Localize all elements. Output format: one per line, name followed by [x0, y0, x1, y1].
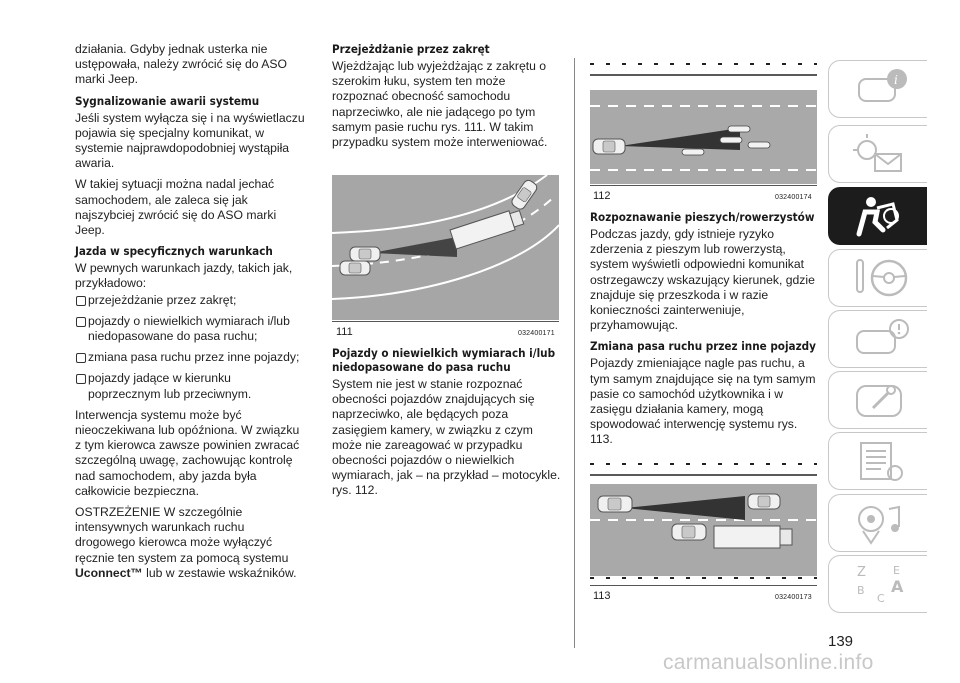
nav-tab-maintenance[interactable] [828, 371, 927, 429]
paragraph-curve: Wjeżdżając lub wyjeżdżając z zakrętu o szerokim łuku, system ten może rozpoznać obecność samochodu naprzeciwko, ale nie jadącego po tym samym pasie ruchu rys. 111. W takim przypadku system może interweniować. [332, 59, 548, 150]
safety-icon [853, 194, 913, 238]
emergency-icon [853, 317, 913, 361]
paragraph-intro: działania. Gdyby jednak usterka nie ustępowała, należy zwrócić się do ASO marki Jeep. [75, 42, 288, 87]
paragraph-small-vehicles: System nie jest w stanie rozpoznać obecności pojazdów znajdujących się naprzeciwko, ale będących poza zasięgiem kamery, w związku z czym może nie zareagować w przypadku obecności pojazdów o niewielkich wymiarach, jak – na przykład – motocykle. rys. 112. [332, 377, 561, 498]
heading-specific-conditions: Jazda w specyficznych warunkach [75, 244, 273, 259]
nav-tab-safety[interactable] [828, 187, 927, 245]
paragraph-failure-advice: W takiej sytuacji można nadal jechać samochodem, ale zaleca się jak najszybciej zwrócić się do ASO marki Jeep. [75, 177, 277, 238]
technical-data-icon [853, 439, 913, 483]
start-drive-icon [853, 256, 913, 300]
figure-112-motorcycles [590, 58, 817, 184]
figure-number: 113 [593, 590, 611, 602]
text-column-right [590, 210, 818, 454]
figure-111-curve [332, 175, 559, 320]
nav-tab-emergency[interactable] [828, 310, 927, 368]
maintenance-icon [853, 378, 913, 422]
watermark[interactable]: carmanualsonline.info [663, 651, 874, 674]
svg-text:E: E [893, 564, 900, 577]
car-info-icon [853, 67, 913, 111]
column-divider [574, 58, 575, 648]
svg-text:Z: Z [857, 565, 866, 580]
text-column-middle [332, 42, 564, 156]
svg-text:C: C [877, 592, 885, 605]
nav-tab-warning-lights[interactable] [828, 125, 927, 183]
lane-change-illustration [590, 458, 817, 584]
nav-tab-index[interactable] [828, 555, 927, 613]
paragraph-failure-signal: Jeśli system wyłącza się i na wyświetlaczu pojawia się specjalny komunikat, w systemie najprawdopodobniej wystąpiła awaria. [75, 110, 305, 171]
figure-113-lane-change [590, 458, 817, 584]
heading-lane-change: Zmiana pasa ruchu przez inne pojazdy [590, 339, 816, 354]
warning-note [75, 505, 305, 581]
nav-tab-car-info[interactable] [828, 60, 927, 118]
heading-curve: Przejeżdżanie przez zakręt [332, 42, 490, 56]
text-column-middle-lower [332, 346, 564, 505]
figure-number: 112 [593, 190, 611, 202]
heading-pedestrian: Rozpoznawanie pieszych/rowerzystów [590, 210, 815, 224]
paragraph-intervention: Interwencja systemu może być nieoczekiwana lub opóźniona. W związku z tym kierowca zawsze powinien zwracać szczególną uwagę, zachowując kontrolę nad samochodem, aby jazda była całkowicie bezpieczna. [75, 407, 300, 498]
nav-tab-start-drive[interactable] [828, 249, 927, 307]
figure-code: 032400173 [775, 594, 812, 601]
warning-text: OSTRZEŻENIE W szczególnie intensywnych warunkach ruchu drogowego kierowca może wyłączyć ręcznie ten system za pomocą systemu [75, 505, 289, 565]
figure-rule [590, 185, 817, 186]
curve-illustration [332, 175, 559, 320]
list-item: pojazdy o niewielkich wymiarach i/lub niedopasowane do pasa ruchu; [75, 314, 305, 344]
heading-small-vehicles: Pojazdy o niewielkich wymiarach i/lub niedopasowane do pasa ruchu [332, 346, 556, 374]
paragraph-specific-conditions: W pewnych warunkach jazdy, takich jak, przykładowo: [75, 261, 293, 291]
svg-text:i: i [894, 73, 898, 87]
index-icon [853, 562, 913, 606]
list-item: pojazdy jadące w kierunku poprzecznym lub przeciwnym. [75, 371, 305, 401]
figure-number: 111 [336, 326, 353, 338]
heading-failure-signal: Sygnalizowanie awarii systemu [75, 93, 260, 108]
warning-lights-icon [853, 132, 913, 176]
list-item: przejeżdżanie przez zakręt; [75, 293, 305, 308]
page-number: 139 [828, 633, 854, 650]
motorcycle-illustration [590, 58, 817, 184]
figure-rule [590, 585, 817, 586]
list-item: zmiana pasa ruchu przez inne pojazdy; [75, 350, 305, 365]
warning-text-end: lub w zestawie wskaźników. [142, 565, 297, 580]
figure-code: 032400174 [775, 194, 812, 201]
paragraph-pedestrian: Podczas jazdy, gdy istnieje ryzyko zderzenia z pieszym lub rowerzystą, system wyświetli odpowiedni komunikat ostrzegawczy wskazujący kierunek, gdzie znajduje się przeszkoda i w razie konieczności zainterweniuje, przyhamowując. [590, 227, 815, 333]
uconnect-brand: Uconnect™ [75, 565, 143, 580]
nav-tab-multimedia[interactable] [828, 494, 927, 552]
text-column-left [75, 42, 305, 587]
svg-text:A: A [891, 577, 904, 596]
paragraph-lane-change: Pojazdy zmieniające nagle pas ruchu, a tym samym znajdujące się na tym samym pasie co samochód użytkownika i w zasięgu działania kamery, mogą spowodować interwencję systemu rys. 113. [590, 356, 816, 447]
figure-code: 032400171 [518, 330, 555, 337]
multimedia-icon [853, 501, 913, 545]
nav-tab-technical-data[interactable] [828, 432, 927, 490]
figure-rule [332, 321, 559, 322]
svg-text:B: B [857, 584, 865, 597]
